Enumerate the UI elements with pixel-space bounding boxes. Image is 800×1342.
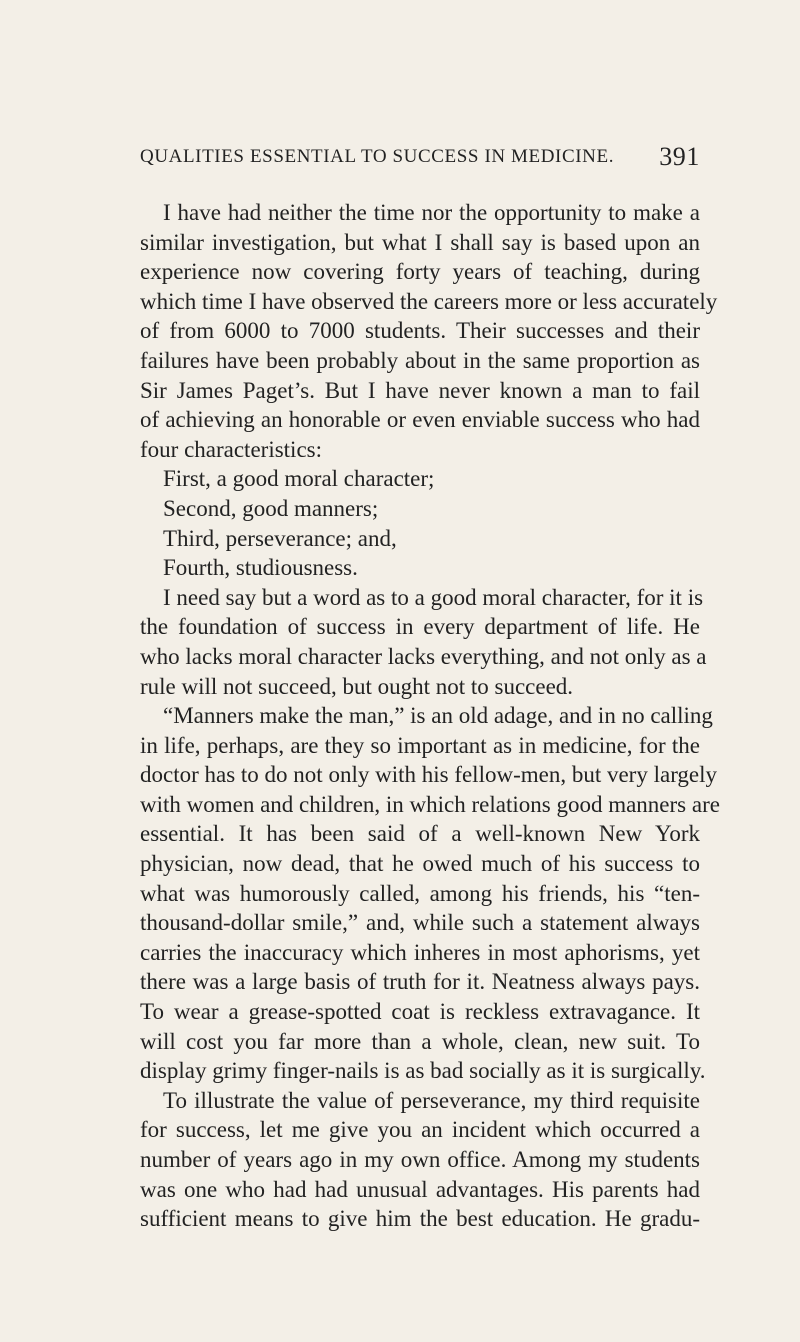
text-line: Sir James Paget’s. But I have never known a man to fail xyxy=(140,377,700,403)
text-line: the foundation of success in every department of life. He xyxy=(140,614,700,640)
text-line: “Manners make the man,” is an old adage, and in no calling xyxy=(163,703,713,729)
text-line: failures have been probably about in the same proportion as xyxy=(140,347,700,373)
text-line: I have had neither the time nor the opportunity to make a xyxy=(163,200,700,225)
list-item: Fourth, studiousness. xyxy=(163,555,358,581)
list-item: Second, good manners; xyxy=(163,495,379,521)
page-number: 391 xyxy=(659,142,700,171)
text-line: in life, perhaps, are they so important as in medicine, for the xyxy=(140,732,700,758)
text-line: number of years ago in my own office. Among my students xyxy=(140,1147,700,1172)
text-line: there was a large basis of truth for it. Neatness always pays. xyxy=(140,969,700,995)
text-line: doctor has to do not only with his fellow-men, but very largely xyxy=(140,762,718,788)
text-line: for success, let me give you an incident which occurred a xyxy=(140,1117,700,1143)
running-head xyxy=(140,142,700,178)
text-line: carries the inaccuracy which inheres in most aphorisms, yet xyxy=(140,939,700,965)
text-line: who lacks moral character lacks everything, and not only as a xyxy=(140,643,707,669)
text-line: which time I have observed the careers more or less accurately xyxy=(140,288,718,314)
running-title: QUALITIES ESSENTIAL TO SUCCESS IN MEDICINE. xyxy=(140,146,615,167)
text-line: display grimy finger-nails is as bad socially as it is surgically. xyxy=(140,1058,706,1084)
list-item: First, a good moral character; xyxy=(163,466,435,492)
text-line: what was humorously called, among his friends, his “ten- xyxy=(140,880,700,906)
body-text xyxy=(140,198,720,1234)
text-line: To illustrate the value of perseverance, my third requisite xyxy=(163,1087,700,1113)
text-line: similar investigation, but what I shall say is based upon an xyxy=(140,229,700,255)
list-item: Third, perseverance; and, xyxy=(163,525,397,551)
text-line: I need say but a word as to a good moral character, for it is xyxy=(163,584,704,610)
text-line: To wear a grease-spotted coat is reckless extravagance. It xyxy=(140,999,700,1025)
text-line: with women and children, in which relations good manners are xyxy=(140,791,720,817)
text-line: physician, now dead, that he owed much of his success to xyxy=(140,851,700,877)
text-line: will cost you far more than a whole, clean, new suit. To xyxy=(140,1028,700,1054)
text-line: of from 6000 to 7000 students. Their successes and their xyxy=(140,318,700,344)
text-line: four characteristics: xyxy=(140,436,322,462)
text-line: thousand-dollar smile,” and, while such a statement always xyxy=(140,910,700,936)
text-line: rule will not succeed, but ought not to succeed. xyxy=(140,673,574,699)
text-line: was one who had had unusual advantages. His parents had xyxy=(140,1176,700,1202)
text-line: experience now covering forty years of teaching, during xyxy=(140,259,700,285)
text-line: sufficient means to give him the best education. He gradu- xyxy=(140,1206,700,1232)
text-line: essential. It has been said of a well-known New York xyxy=(140,821,700,847)
text-line: of achieving an honorable or even enviable success who had xyxy=(140,407,700,433)
